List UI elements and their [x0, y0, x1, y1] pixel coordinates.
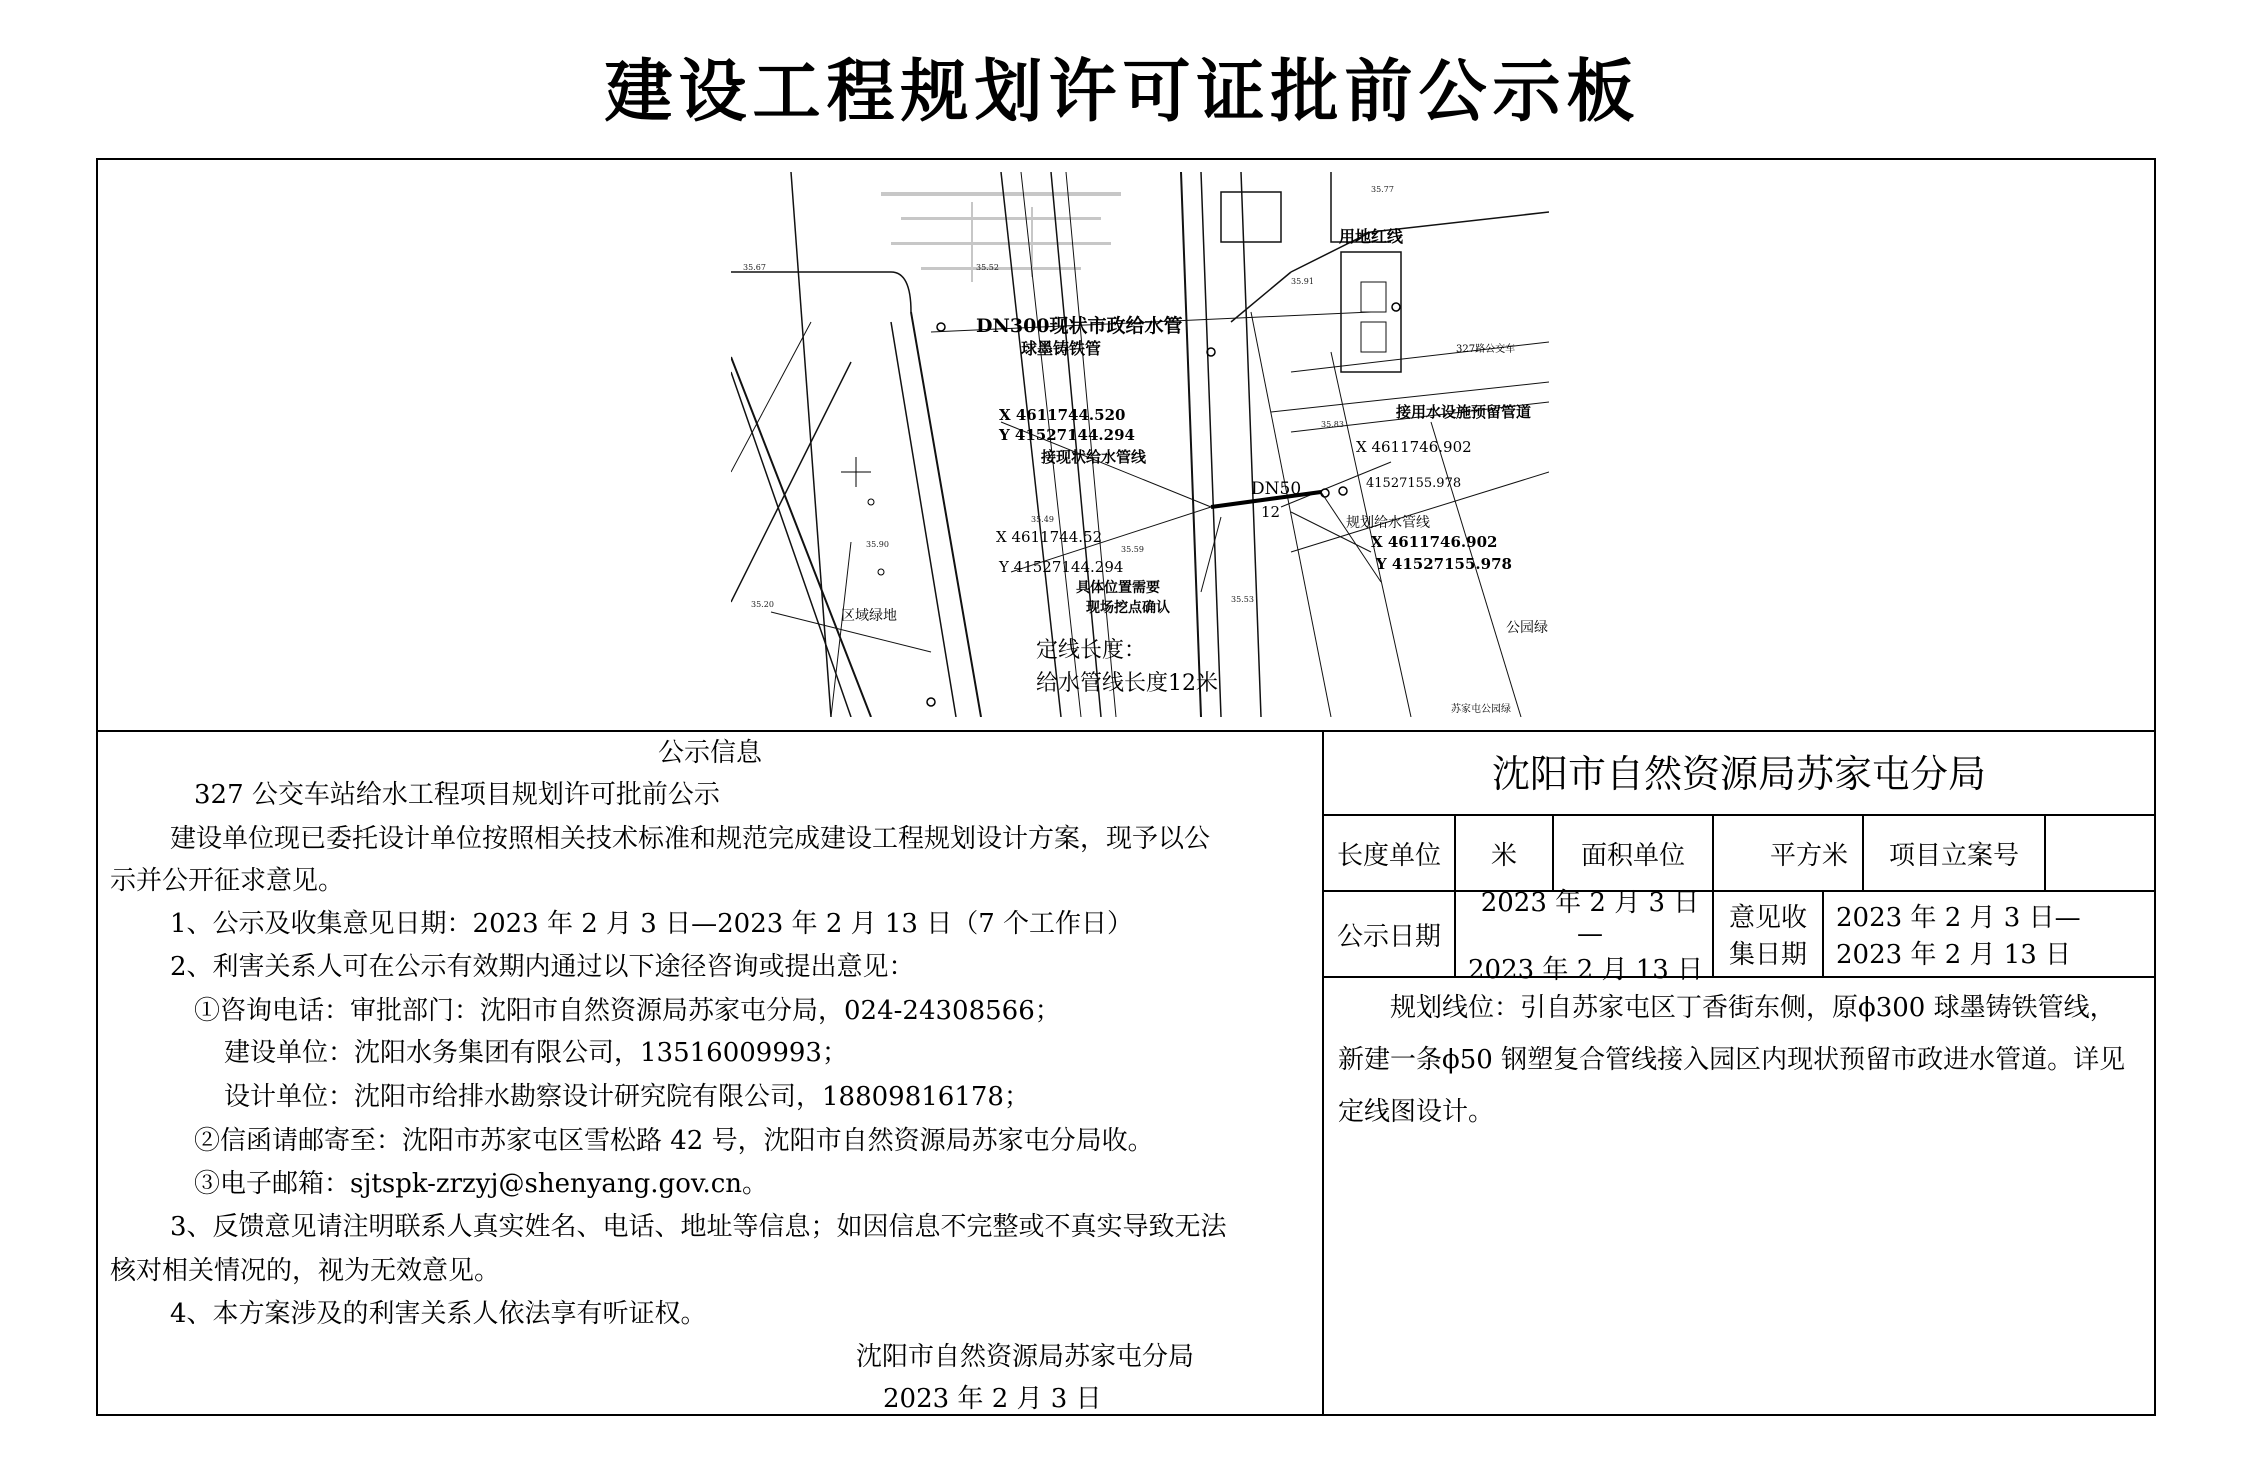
map-label-border-line: 用地红线 — [1339, 227, 1404, 246]
opinion-date-line2: 2023 年 2 月 13 日 — [1836, 940, 2072, 970]
length-unit-label: 长度单位 — [1324, 816, 1456, 892]
elev-10: 35.90 — [866, 540, 889, 549]
map-label-len12: 12 — [1261, 503, 1281, 521]
opinion-date-label-line1: 意见收 — [1728, 903, 1807, 933]
map-label-bottom-right: 苏家屯公园绿 — [1451, 704, 1511, 715]
notice-date-line2: 2023 年 2 月 13 日 — [1468, 955, 1704, 985]
map-label-coord1-y: Y 41527144.294 — [999, 426, 1135, 444]
elev-3: 35.77 — [1371, 185, 1394, 194]
org-name: 沈阳市自然资源局苏家屯分局 — [1324, 732, 2154, 816]
notice-mail: ②信函请邮寄至：沈阳市苏家屯区雪松路 42 号，沈阳市自然资源局苏家屯分局收。 — [194, 1126, 1154, 1156]
notice-date: 2023 年 2 月 3 日 — [883, 1384, 1102, 1414]
notice-date-line1: 2023 年 2 月 3 日— — [1480, 888, 1700, 949]
project-no-label: 项目立案号 — [1864, 816, 2046, 892]
map-label-planned: 规划给水管线 — [1346, 515, 1430, 531]
map-label-coord1-x: X 4611744.520 — [999, 406, 1126, 424]
map-label-green: 区域绿地 — [841, 608, 897, 624]
opinion-date-label-line2: 集日期 — [1728, 940, 1807, 970]
elev-7: 35.59 — [1121, 545, 1144, 554]
notice-signature: 沈阳市自然资源局苏家屯分局 — [856, 1342, 1195, 1372]
elev-6: 35.49 — [1031, 515, 1054, 524]
notice-heading: 公示信息 — [657, 738, 762, 768]
elev-9: 35.20 — [751, 600, 774, 609]
map-label-coord4-y: Y 41527155.978 — [1376, 555, 1512, 573]
notice-email: ③电子邮箱：sjtspk-zrzyj@shenyang.gov.cn。 — [194, 1169, 769, 1199]
map-label-pipe-length: 给水管线长度12米 — [1036, 671, 1218, 696]
area-unit-value: 平方米 — [1714, 816, 1864, 892]
project-info-table — [1324, 732, 2154, 1414]
map-label-coord3-y: Y 41527144.294 — [999, 558, 1124, 576]
map-label-confirm1: 具体位置需要 — [1076, 580, 1160, 596]
map-label-pipe-main: DN300现状市政给水管 — [976, 315, 1183, 337]
length-unit-value: 米 — [1456, 816, 1554, 892]
notice-item3-line2: 核对相关情况的，视为无效意见。 — [110, 1256, 501, 1286]
map-label-confirm2: 现场挖点确认 — [1086, 600, 1170, 616]
notice-item1: 1、公示及收集意见日期：2023 年 2 月 3 日—2023 年 2 月 13 日（7 个工作日） — [170, 909, 1134, 939]
opinion-date-label — [1714, 892, 1824, 978]
notice-contact-designer: 设计单位：沈阳市给排水勘察设计研究院有限公司，18809816178； — [224, 1082, 1030, 1112]
project-no-value — [2046, 816, 2154, 892]
opinion-date-line1: 2023 年 2 月 3 日— — [1836, 903, 2081, 933]
notice-contact-phone: ①咨询电话：审批部门：沈阳市自然资源局苏家屯分局，024-24308566； — [194, 996, 1061, 1026]
map-label-dn50: DN50 — [1251, 479, 1302, 499]
notice-item3-line1: 3、反馈意见请注明联系人真实姓名、电话、地址等信息；如因信息不完整或不真实导致无法 — [170, 1212, 1227, 1242]
notice-para1-line2: 示并公开征求意见。 — [110, 866, 345, 896]
planning-description: 规划线位：引自苏家屯区丁香街东侧，原ϕ300 球墨铸铁管线，新建一条ϕ50 钢塑复合管线接入园区内现状预留市政进水管道。详见定线图设计。 — [1338, 993, 2126, 1127]
area-unit-label: 面积单位 — [1554, 816, 1714, 892]
elev-8: 35.53 — [1231, 595, 1254, 604]
elev-2: 35.52 — [976, 263, 999, 272]
map-label-coord3-x: X 4611744.52 — [996, 528, 1103, 546]
map-label-park: 公园绿 — [1506, 620, 1548, 636]
map-label-connect-existing: 接现状给水管线 — [1041, 448, 1147, 466]
notice-date-label: 公示日期 — [1324, 892, 1456, 978]
page-title: 建设工程规划许可证批前公示板 — [604, 53, 1641, 132]
route-map — [731, 172, 1549, 717]
opinion-date-value — [1824, 892, 2154, 978]
elev-4: 35.91 — [1291, 277, 1314, 286]
elev-1: 35.67 — [743, 263, 766, 272]
map-label-coord2-x: X 4611746.902 — [1356, 438, 1472, 456]
map-label-station: 327路公交车 — [1456, 344, 1516, 355]
notice-contact-builder: 建设单位：沈阳水务集团有限公司，13516009993； — [224, 1038, 848, 1068]
map-label-coord2-y: 41527155.978 — [1366, 476, 1462, 491]
notice-board — [96, 158, 2156, 1416]
notice-info — [98, 732, 1324, 1414]
map-label-coord4-x: X 4611746.902 — [1371, 533, 1498, 551]
notice-para1-line1: 建设单位现已委托设计单位按照相关技术标准和规范完成建设工程规划设计方案，现予以公 — [170, 824, 1211, 854]
notice-project: 327 公交车站给水工程项目规划许可批前公示 — [194, 780, 720, 810]
map-label-pipe-main-sub: 球墨铸铁管 — [1021, 339, 1102, 358]
map-section — [98, 160, 2154, 732]
elev-5: 35.83 — [1321, 420, 1344, 429]
notice-item4: 4、本方案涉及的利害关系人依法享有听证权。 — [170, 1299, 707, 1329]
notice-date-value — [1456, 888, 1714, 985]
notice-item2: 2、利害关系人可在公示有效期内通过以下途径咨询或提出意见： — [170, 952, 915, 982]
map-label-line-length: 定线长度： — [1036, 638, 1147, 663]
map-label-reserved: 接用水设施预留管道 — [1396, 403, 1532, 421]
